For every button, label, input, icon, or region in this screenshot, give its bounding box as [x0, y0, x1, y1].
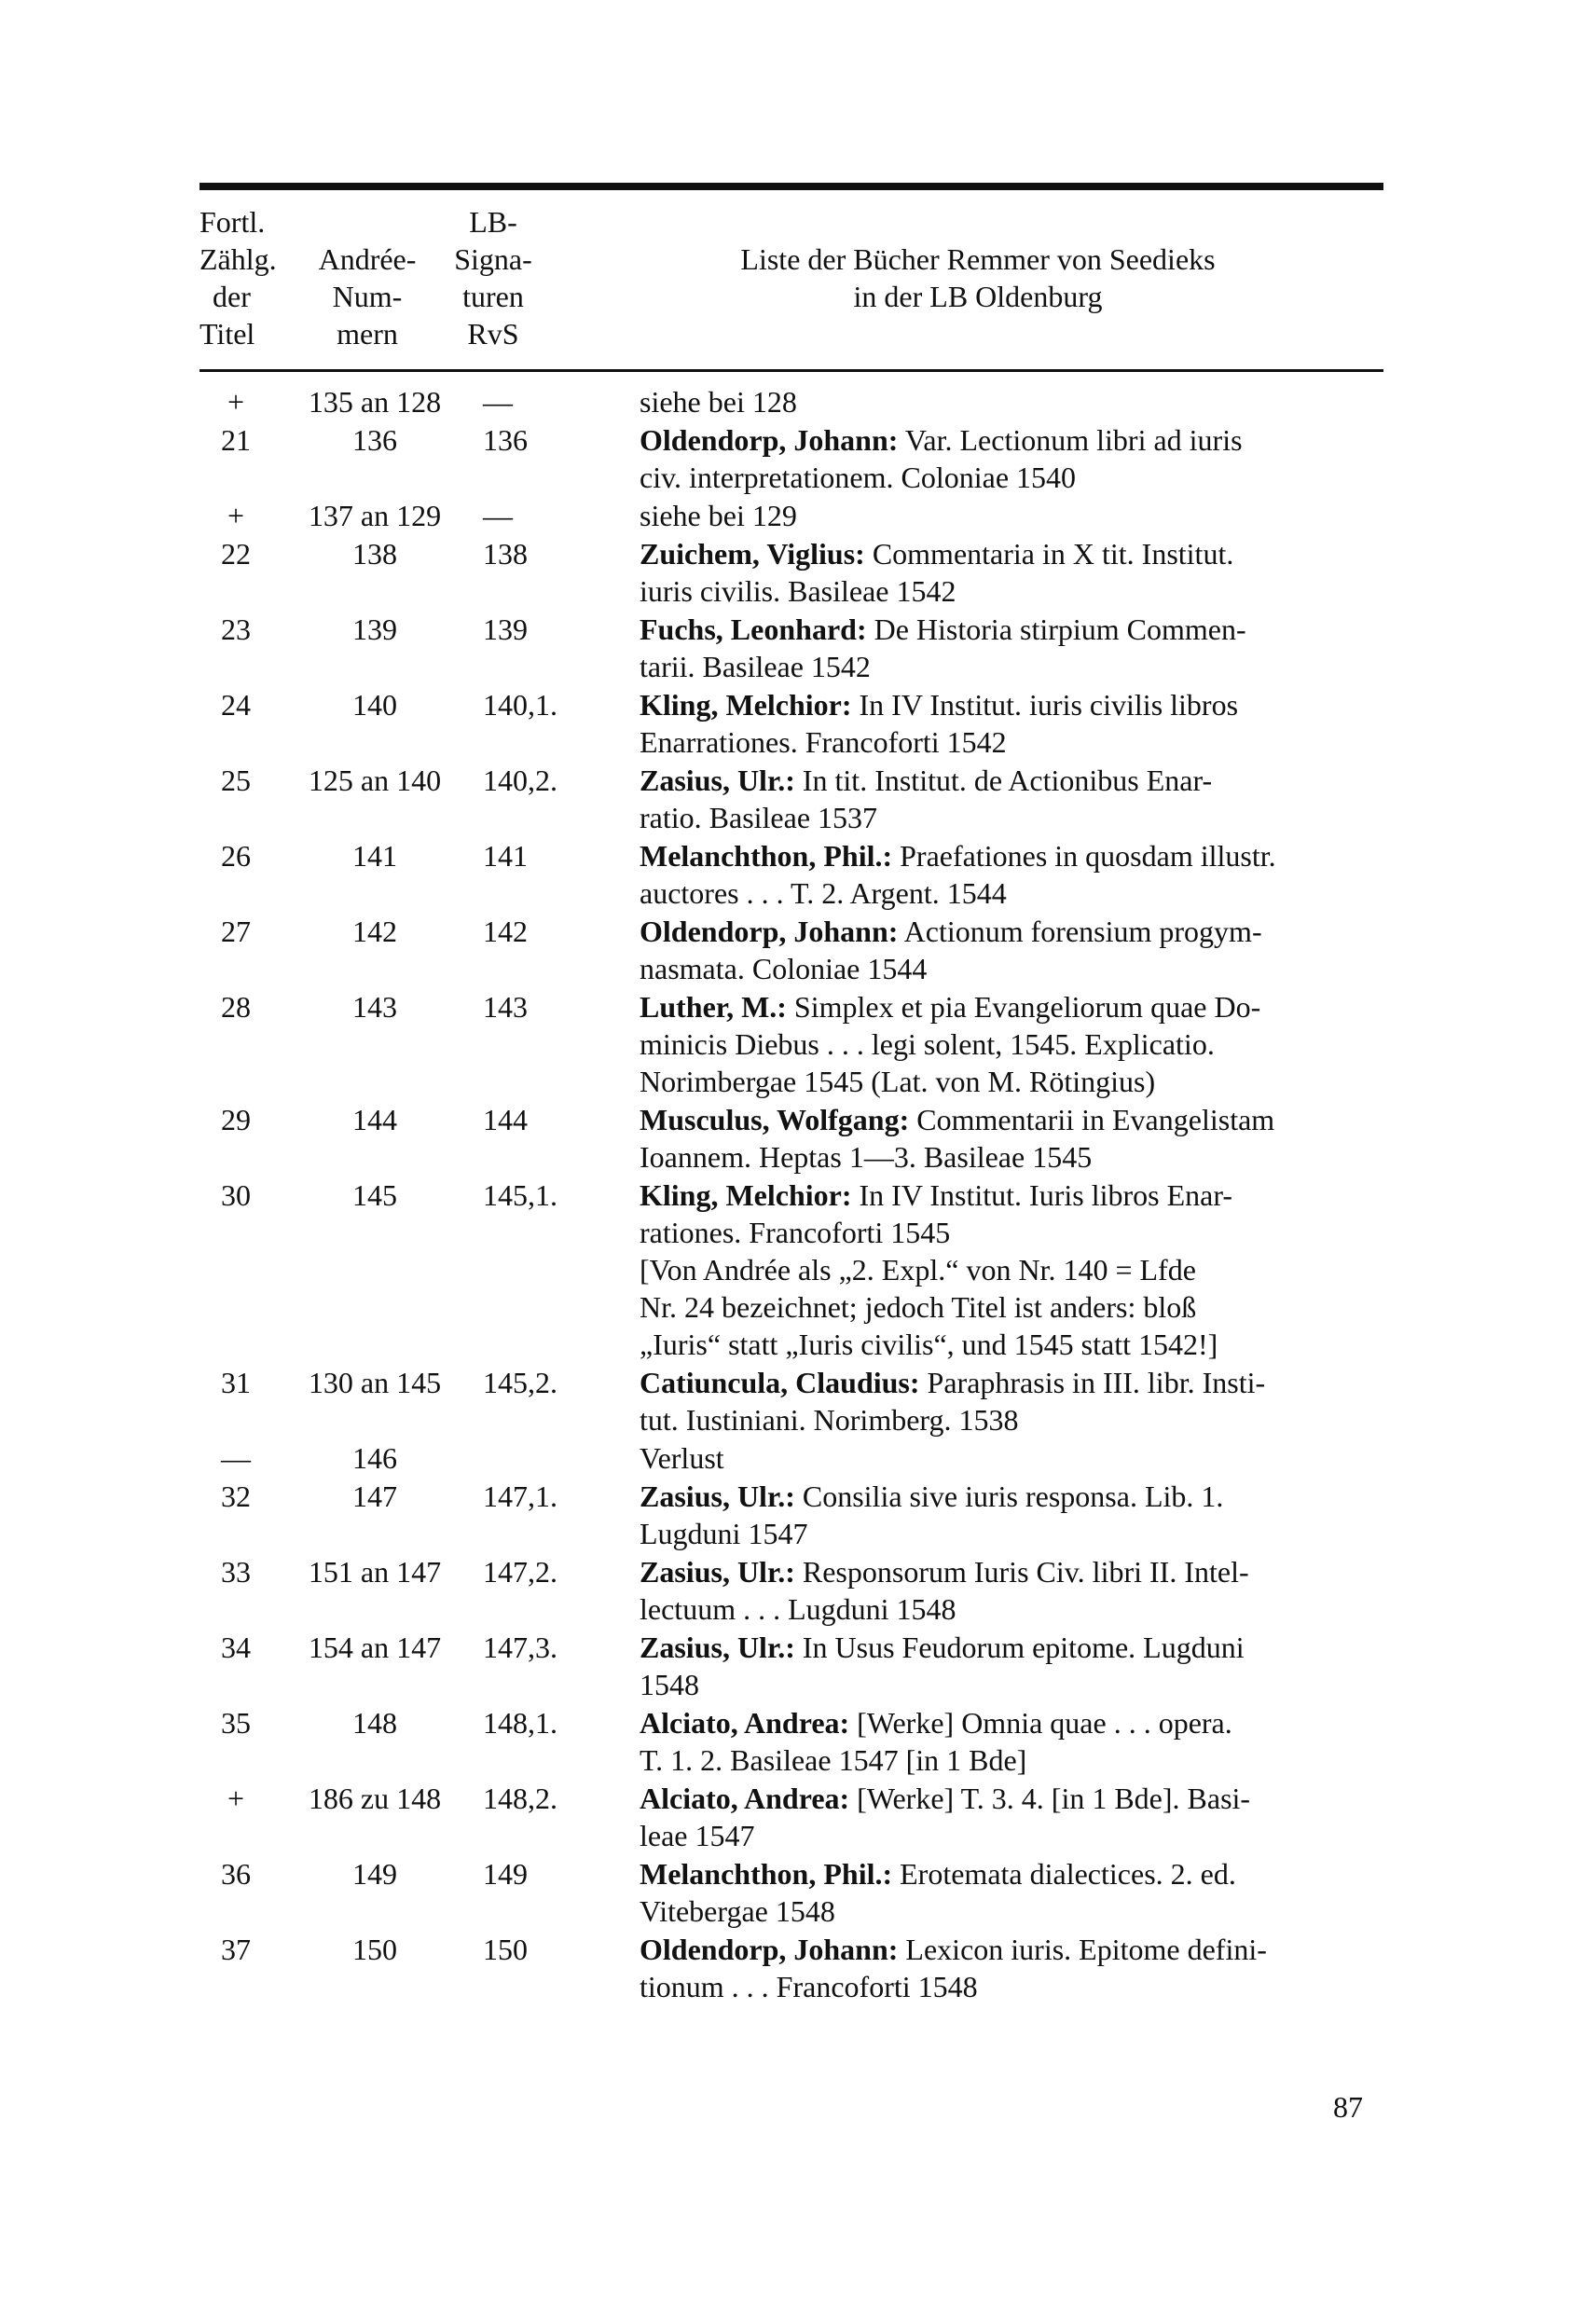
title-text: T. 1. 2. Basileae 1547 [in 1 Bde] — [640, 1743, 1027, 1777]
cell-lb-signature: 144 — [483, 1103, 528, 1136]
title-line — [640, 459, 1383, 496]
table-row — [200, 1855, 1383, 1930]
table-row — [200, 913, 1383, 987]
title-line — [640, 686, 1383, 723]
cell-title — [598, 913, 1383, 987]
title-line — [640, 1515, 1383, 1552]
title-text: Praefationes in quosdam illustr. — [892, 839, 1276, 873]
cell-fortl: 23 — [221, 612, 251, 646]
title-text: Actionum forensium progym- — [898, 915, 1262, 948]
table-row — [200, 1364, 1383, 1438]
title-line — [640, 535, 1383, 572]
table-row — [200, 1629, 1383, 1703]
cell-lb-signature: 148,1. — [483, 1706, 557, 1740]
author-name: Zasius, Ulr.: — [640, 1555, 795, 1589]
cell-andree: 139 — [352, 612, 397, 646]
title-text: [Werke] T. 3. 4. [in 1 Bde]. Basi- — [849, 1782, 1251, 1815]
title-line — [640, 1251, 1383, 1288]
cell-lb-signature: 138 — [483, 537, 528, 571]
cell-lb-signature: 142 — [483, 915, 528, 948]
author-name: Zasius, Ulr.: — [640, 1479, 795, 1513]
title-text: rationes. Francoforti 1545 — [640, 1216, 951, 1249]
cell-title — [598, 611, 1383, 685]
cell-andree: 137 an 129 — [308, 499, 442, 532]
title-text: Norimbergae 1545 (Lat. von M. Rötingius) — [640, 1065, 1156, 1098]
table-row — [200, 837, 1383, 912]
cell-title — [598, 837, 1383, 912]
table-row — [200, 1177, 1383, 1363]
header-line: mern — [337, 317, 398, 351]
cell-fortl: + — [227, 499, 245, 532]
cell-lb-signature: 143 — [483, 990, 528, 1024]
author-name: Melanchthon, Phil.: — [640, 1857, 893, 1891]
page-number: 87 — [1333, 2090, 1363, 2124]
title-line — [640, 1553, 1383, 1590]
cell-lb-signature: 150 — [483, 1933, 528, 1966]
cell-title — [598, 1553, 1383, 1628]
header-line: Signa- — [454, 242, 532, 276]
title-line — [640, 913, 1383, 950]
title-line — [640, 1364, 1383, 1401]
cell-andree: 142 — [352, 915, 397, 948]
title-text: Enarrationes. Francoforti 1542 — [640, 725, 1007, 759]
title-text: tionum . . . Francoforti 1548 — [640, 1970, 978, 2003]
author-name: Zuichem, Viglius: — [640, 537, 865, 571]
cell-title — [598, 1101, 1383, 1176]
title-text: 1548 — [640, 1668, 699, 1701]
title-text: Lugduni 1547 — [640, 1517, 808, 1550]
title-text: Commentarii in Evangelistam — [909, 1103, 1275, 1136]
title-text: Responsorum Iuris Civ. libri II. Intel- — [794, 1555, 1249, 1589]
title-text: Ioannem. Heptas 1—3. Basileae 1545 — [640, 1140, 1093, 1174]
cell-lb-signature: 145,1. — [483, 1178, 557, 1212]
author-name: Luther, M.: — [640, 990, 787, 1024]
table-row — [200, 1704, 1383, 1779]
cell-lb-signature: 141 — [483, 839, 528, 873]
header-line: LB- — [469, 205, 517, 239]
title-line — [640, 572, 1383, 610]
header-line: der — [213, 280, 251, 313]
cell-andree: 141 — [352, 839, 397, 873]
author-name: Zasius, Ulr.: — [640, 764, 795, 797]
table-row — [200, 1553, 1383, 1628]
title-text: nasmata. Coloniae 1544 — [640, 952, 928, 985]
title-text: De Historia stirpium Commen- — [866, 612, 1246, 646]
cell-lb-signature: 140,2. — [483, 764, 557, 797]
title-line — [640, 611, 1383, 648]
title-line — [640, 1214, 1383, 1251]
cell-lb-signature: — — [483, 385, 513, 419]
title-text: lectuum . . . Lugduni 1548 — [640, 1592, 956, 1626]
cell-fortl: 28 — [221, 990, 251, 1024]
cell-fortl: 37 — [221, 1933, 251, 1966]
title-line — [640, 1288, 1383, 1326]
cell-title — [598, 686, 1383, 761]
title-line — [640, 988, 1383, 1025]
table-row — [200, 421, 1383, 496]
header-title — [554, 203, 1383, 315]
title-line — [640, 950, 1383, 987]
cell-fortl: 24 — [221, 688, 251, 722]
cell-title — [598, 535, 1383, 610]
cell-fortl: 22 — [221, 537, 251, 571]
title-line — [640, 1063, 1383, 1100]
title-text: Nr. 24 bezeichnet; jedoch Titel ist anders: bloß — [640, 1290, 1197, 1324]
cell-fortl: 35 — [221, 1706, 251, 1740]
cell-fortl: 30 — [221, 1178, 251, 1212]
cell-lb-signature: 147,3. — [483, 1631, 557, 1664]
title-text: leae 1547 — [640, 1819, 755, 1852]
cell-title — [598, 497, 1383, 534]
cell-andree: 147 — [352, 1479, 397, 1513]
cell-title — [598, 762, 1383, 836]
author-name: Fuchs, Leonhard: — [640, 612, 867, 646]
title-line — [640, 497, 1383, 534]
title-text: civ. interpretationem. Coloniae 1540 — [640, 461, 1077, 494]
cell-fortl: 34 — [221, 1631, 251, 1664]
title-text: Verlust — [640, 1441, 724, 1475]
cell-andree: 130 an 145 — [308, 1366, 442, 1399]
title-line — [640, 1439, 1383, 1477]
cell-andree: 151 an 147 — [308, 1555, 442, 1589]
table-row — [200, 497, 1383, 534]
title-line — [640, 874, 1383, 912]
header-andree — [302, 203, 433, 352]
cell-andree: 144 — [352, 1103, 397, 1136]
cell-andree: 149 — [352, 1857, 397, 1891]
cell-lb-signature: 147,1. — [483, 1479, 557, 1513]
header-line: Zählg. — [200, 242, 277, 276]
title-text: Lexicon iuris. Epitome defini- — [898, 1933, 1267, 1966]
cell-title — [598, 1629, 1383, 1703]
cell-fortl: 29 — [221, 1103, 251, 1136]
cell-lb-signature: 145,2. — [483, 1366, 557, 1399]
title-line — [640, 1931, 1383, 1968]
cell-andree: 146 — [352, 1441, 397, 1475]
title-line — [640, 1817, 1383, 1854]
cell-andree: 136 — [352, 423, 397, 457]
title-text: siehe bei 128 — [640, 385, 797, 419]
cell-andree: 143 — [352, 990, 397, 1024]
cell-lb-signature: — — [483, 499, 513, 532]
title-line — [640, 1025, 1383, 1063]
cell-lb-signature: 140,1. — [483, 688, 557, 722]
title-text: Consilia sive iuris responsa. Lib. 1. — [794, 1479, 1224, 1513]
cell-fortl: 32 — [221, 1479, 251, 1513]
title-text: In tit. Institut. de Actionibus Enar- — [794, 764, 1213, 797]
cell-lb-signature: 149 — [483, 1857, 528, 1891]
title-text: tarii. Basileae 1542 — [640, 650, 871, 683]
cell-lb-signature: 147,2. — [483, 1555, 557, 1589]
title-text: Commentaria in X tit. Institut. — [864, 537, 1234, 571]
cell-andree: 150 — [352, 1933, 397, 1966]
cell-title — [598, 1855, 1383, 1930]
header-line: Andrée- — [318, 242, 417, 276]
author-name: Zasius, Ulr.: — [640, 1631, 795, 1664]
cell-andree: 125 an 140 — [308, 764, 442, 797]
cell-lb-signature: 139 — [483, 612, 528, 646]
header-line: Titel — [200, 317, 255, 351]
cell-andree: 138 — [352, 537, 397, 571]
cell-title — [598, 1478, 1383, 1552]
title-text: In Usus Feudorum epitome. Lugduni — [794, 1631, 1245, 1664]
author-name: Melanchthon, Phil.: — [640, 839, 893, 873]
cell-title — [598, 1931, 1383, 2005]
title-line — [640, 1177, 1383, 1214]
cell-title — [598, 1439, 1383, 1477]
title-line — [640, 837, 1383, 874]
cell-andree: 145 — [352, 1178, 397, 1212]
title-line — [640, 1780, 1383, 1817]
cell-andree: 186 zu 148 — [308, 1782, 442, 1815]
cell-fortl: 31 — [221, 1366, 251, 1399]
cell-title — [598, 1177, 1383, 1363]
cell-lb-signature: 148,2. — [483, 1782, 557, 1815]
title-text: In IV Institut. iuris civilis libros — [851, 688, 1239, 722]
title-text: auctores . . . T. 2. Argent. 1544 — [640, 876, 1007, 910]
title-line — [640, 1629, 1383, 1666]
author-name: Oldendorp, Johann: — [640, 915, 899, 948]
title-text: „Iuris“ statt „Iuris civilis“, und 1545 statt 1542!] — [640, 1328, 1218, 1361]
title-text: tut. Iustiniani. Norimberg. 1538 — [640, 1403, 1019, 1437]
title-text: Erotemata dialectices. 2. ed. — [892, 1857, 1236, 1891]
title-text: minicis Diebus . . . legi solent, 1545. Explicatio. — [640, 1027, 1215, 1061]
title-line — [640, 1741, 1383, 1779]
title-line — [640, 383, 1383, 420]
cell-andree: 154 an 147 — [308, 1631, 442, 1664]
title-line — [640, 421, 1383, 459]
cell-fortl: 25 — [221, 764, 251, 797]
cell-title — [598, 988, 1383, 1100]
title-text: Var. Lectionum libri ad iuris — [898, 423, 1243, 457]
title-line — [640, 1968, 1383, 2005]
cell-fortl: 26 — [221, 839, 251, 873]
cell-title — [598, 421, 1383, 496]
header-line: Num- — [332, 280, 403, 313]
title-line — [640, 1478, 1383, 1515]
cell-fortl: 36 — [221, 1857, 251, 1891]
cell-title — [598, 1364, 1383, 1438]
title-text: [Werke] Omnia quae . . . opera. — [849, 1706, 1232, 1740]
title-line — [640, 648, 1383, 685]
cell-andree: 140 — [352, 688, 397, 722]
title-text: Simplex et pia Evangeliorum quae Do- — [786, 990, 1261, 1024]
cell-fortl: — — [221, 1441, 251, 1475]
table-row — [200, 1439, 1383, 1477]
title-line — [640, 1666, 1383, 1703]
title-text: iuris civilis. Basileae 1542 — [640, 574, 956, 608]
table-row — [200, 686, 1383, 761]
table-body — [200, 383, 1383, 2005]
author-name: Oldendorp, Johann: — [640, 423, 899, 457]
title-line — [640, 1101, 1383, 1138]
table-row — [200, 1478, 1383, 1552]
table-row — [200, 383, 1383, 420]
title-text: In IV Institut. Iuris libros Enar- — [851, 1178, 1232, 1212]
cell-fortl: 21 — [221, 423, 251, 457]
author-name: Musculus, Wolfgang: — [640, 1103, 910, 1136]
title-line — [640, 1590, 1383, 1628]
cell-andree: 148 — [352, 1706, 397, 1740]
table-row — [200, 611, 1383, 685]
title-line — [640, 1855, 1383, 1892]
cell-andree: 135 an 128 — [308, 385, 442, 419]
table-row — [200, 1101, 1383, 1176]
title-text: Vitebergae 1548 — [640, 1894, 835, 1928]
author-name: Catiuncula, Claudius: — [640, 1366, 920, 1399]
header-fortl — [200, 203, 302, 352]
cell-fortl: + — [227, 1782, 245, 1815]
title-text: ratio. Basileae 1537 — [640, 801, 878, 834]
title-line — [640, 1138, 1383, 1176]
cell-fortl: 33 — [221, 1555, 251, 1589]
author-name: Alciato, Andrea: — [640, 1706, 850, 1740]
table-row — [200, 762, 1383, 836]
table-row — [200, 1931, 1383, 2005]
title-text: Paraphrasis in III. libr. Insti- — [919, 1366, 1266, 1399]
table-header — [200, 203, 1383, 364]
document-page — [200, 183, 1383, 2006]
header-line: Liste der Bücher Remmer von Seedieks — [740, 242, 1216, 276]
title-line — [640, 1892, 1383, 1930]
author-name: Oldendorp, Johann: — [640, 1933, 899, 1966]
cell-fortl: 27 — [221, 915, 251, 948]
title-line — [640, 799, 1383, 836]
header-rule — [200, 369, 1383, 372]
author-name: Kling, Melchior: — [640, 1178, 852, 1212]
table-row — [200, 988, 1383, 1100]
top-rule — [200, 183, 1383, 190]
table-row — [200, 1780, 1383, 1854]
author-name: Kling, Melchior: — [640, 688, 852, 722]
header-line: turen — [462, 280, 524, 313]
title-line — [640, 723, 1383, 761]
header-line: RvS — [467, 317, 519, 351]
cell-title — [598, 1704, 1383, 1779]
cell-title — [598, 383, 1383, 420]
header-line: in der LB Oldenburg — [853, 280, 1103, 313]
title-line — [640, 1326, 1383, 1363]
cell-lb-signature: 136 — [483, 423, 528, 457]
header-lb — [433, 203, 554, 352]
title-line — [640, 762, 1383, 799]
cell-fortl: + — [227, 385, 245, 419]
title-line — [640, 1401, 1383, 1438]
title-text: siehe bei 129 — [640, 499, 797, 532]
title-line — [640, 1704, 1383, 1741]
header-line: Fortl. — [200, 205, 266, 239]
author-name: Alciato, Andrea: — [640, 1782, 850, 1815]
cell-title — [598, 1780, 1383, 1854]
table-row — [200, 535, 1383, 610]
title-text: [Von Andrée als „2. Expl.“ von Nr. 140 = Lfde — [640, 1253, 1196, 1287]
